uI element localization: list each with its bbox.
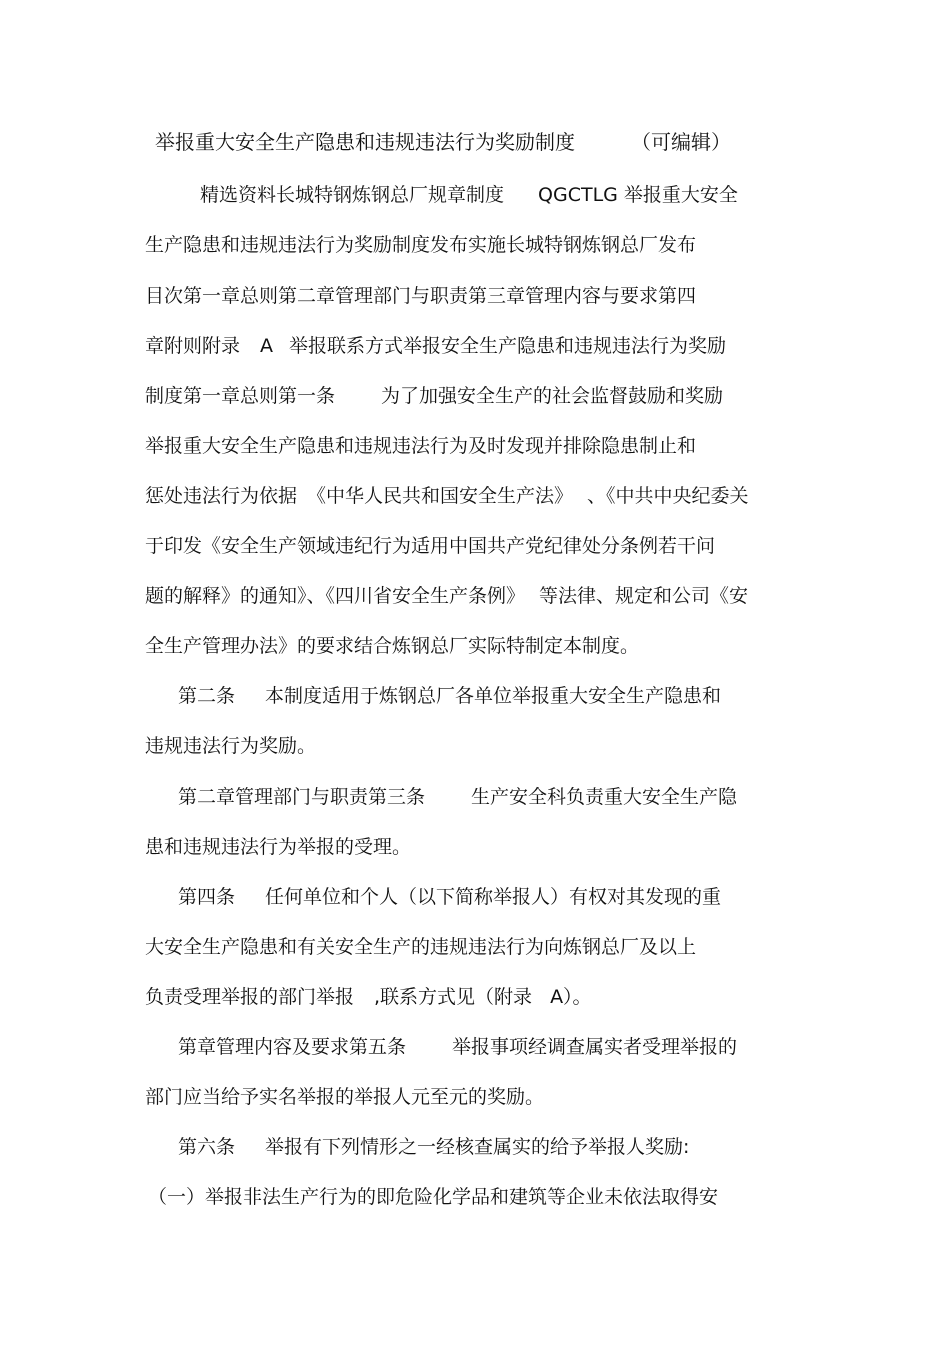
- paragraph-line: 第二章管理部门与职责第三条 生产安全科负责重大安全生产隐: [178, 786, 738, 808]
- paragraph-line: 大安全生产隐患和有关安全生产的违规违法行为向炼钢总厂及以上: [145, 936, 697, 958]
- paragraph-line: 惩处违法行为依据 《中华人民共和国安全生产法》 、《中共中央纪委关: [145, 485, 749, 507]
- document-title: [155, 126, 731, 155]
- paragraph-line: 制度第一章总则第一条 为了加强安全生产的社会监督鼓励和奖励: [145, 385, 724, 407]
- title-suffix: （可编辑）: [631, 130, 731, 154]
- paragraph-line: 违规违法行为奖励。: [145, 735, 317, 757]
- paragraph-line: 目次第一章总则第二章管理部门与职责第三章管理内容与要求第四: [145, 285, 697, 307]
- paragraph-line: 第六条 举报有下列情形之一经核查属实的给予举报人奖励:: [178, 1136, 690, 1158]
- paragraph-line: 患和违规违法行为举报的受理。: [145, 836, 412, 858]
- paragraph-line: 负责受理举报的部门举报 ,联系方式见（附录 A）。: [145, 986, 592, 1008]
- paragraph-line: 第二条 本制度适用于炼钢总厂各单位举报重大安全生产隐患和: [178, 685, 722, 707]
- paragraph-line: 全生产管理办法》的要求结合炼钢总厂实际特制定本制度。: [145, 635, 640, 657]
- paragraph-line: （一）举报非法生产行为的即危险化学品和建筑等企业未依法取得安: [148, 1186, 719, 1208]
- paragraph-line: 题的解释》的通知》、《四川省安全生产条例》 等法律、规定和公司《安: [145, 585, 749, 607]
- paragraph-line: 第四条 任何单位和个人（以下简称举报人）有权对其发现的重: [178, 886, 722, 908]
- paragraph-line: 生产隐患和违规违法行为奖励制度发布实施长城特钢炼钢总厂发布: [145, 234, 697, 256]
- paragraph-line: 于印发《安全生产领域违纪行为适用中国共产党纪律处分条例若干问: [145, 535, 716, 557]
- paragraph-line: 精选资料长城特钢炼钢总厂规章制度 QGCTLG 举报重大安全: [200, 184, 738, 206]
- title-main: 举报重大安全生产隐患和违规违法行为奖励制度: [155, 130, 575, 154]
- paragraph-line: 部门应当给予实名举报的举报人元至元的奖励。: [145, 1086, 545, 1108]
- paragraph-line: 第章管理内容及要求第五条 举报事项经调查属实者受理举报的: [178, 1036, 738, 1058]
- paragraph-line: 举报重大安全生产隐患和违规违法行为及时发现并排除隐患制止和: [145, 435, 697, 457]
- paragraph-line: 章附则附录 A 举报联系方式举报安全生产隐患和违规违法行为奖励: [145, 335, 727, 357]
